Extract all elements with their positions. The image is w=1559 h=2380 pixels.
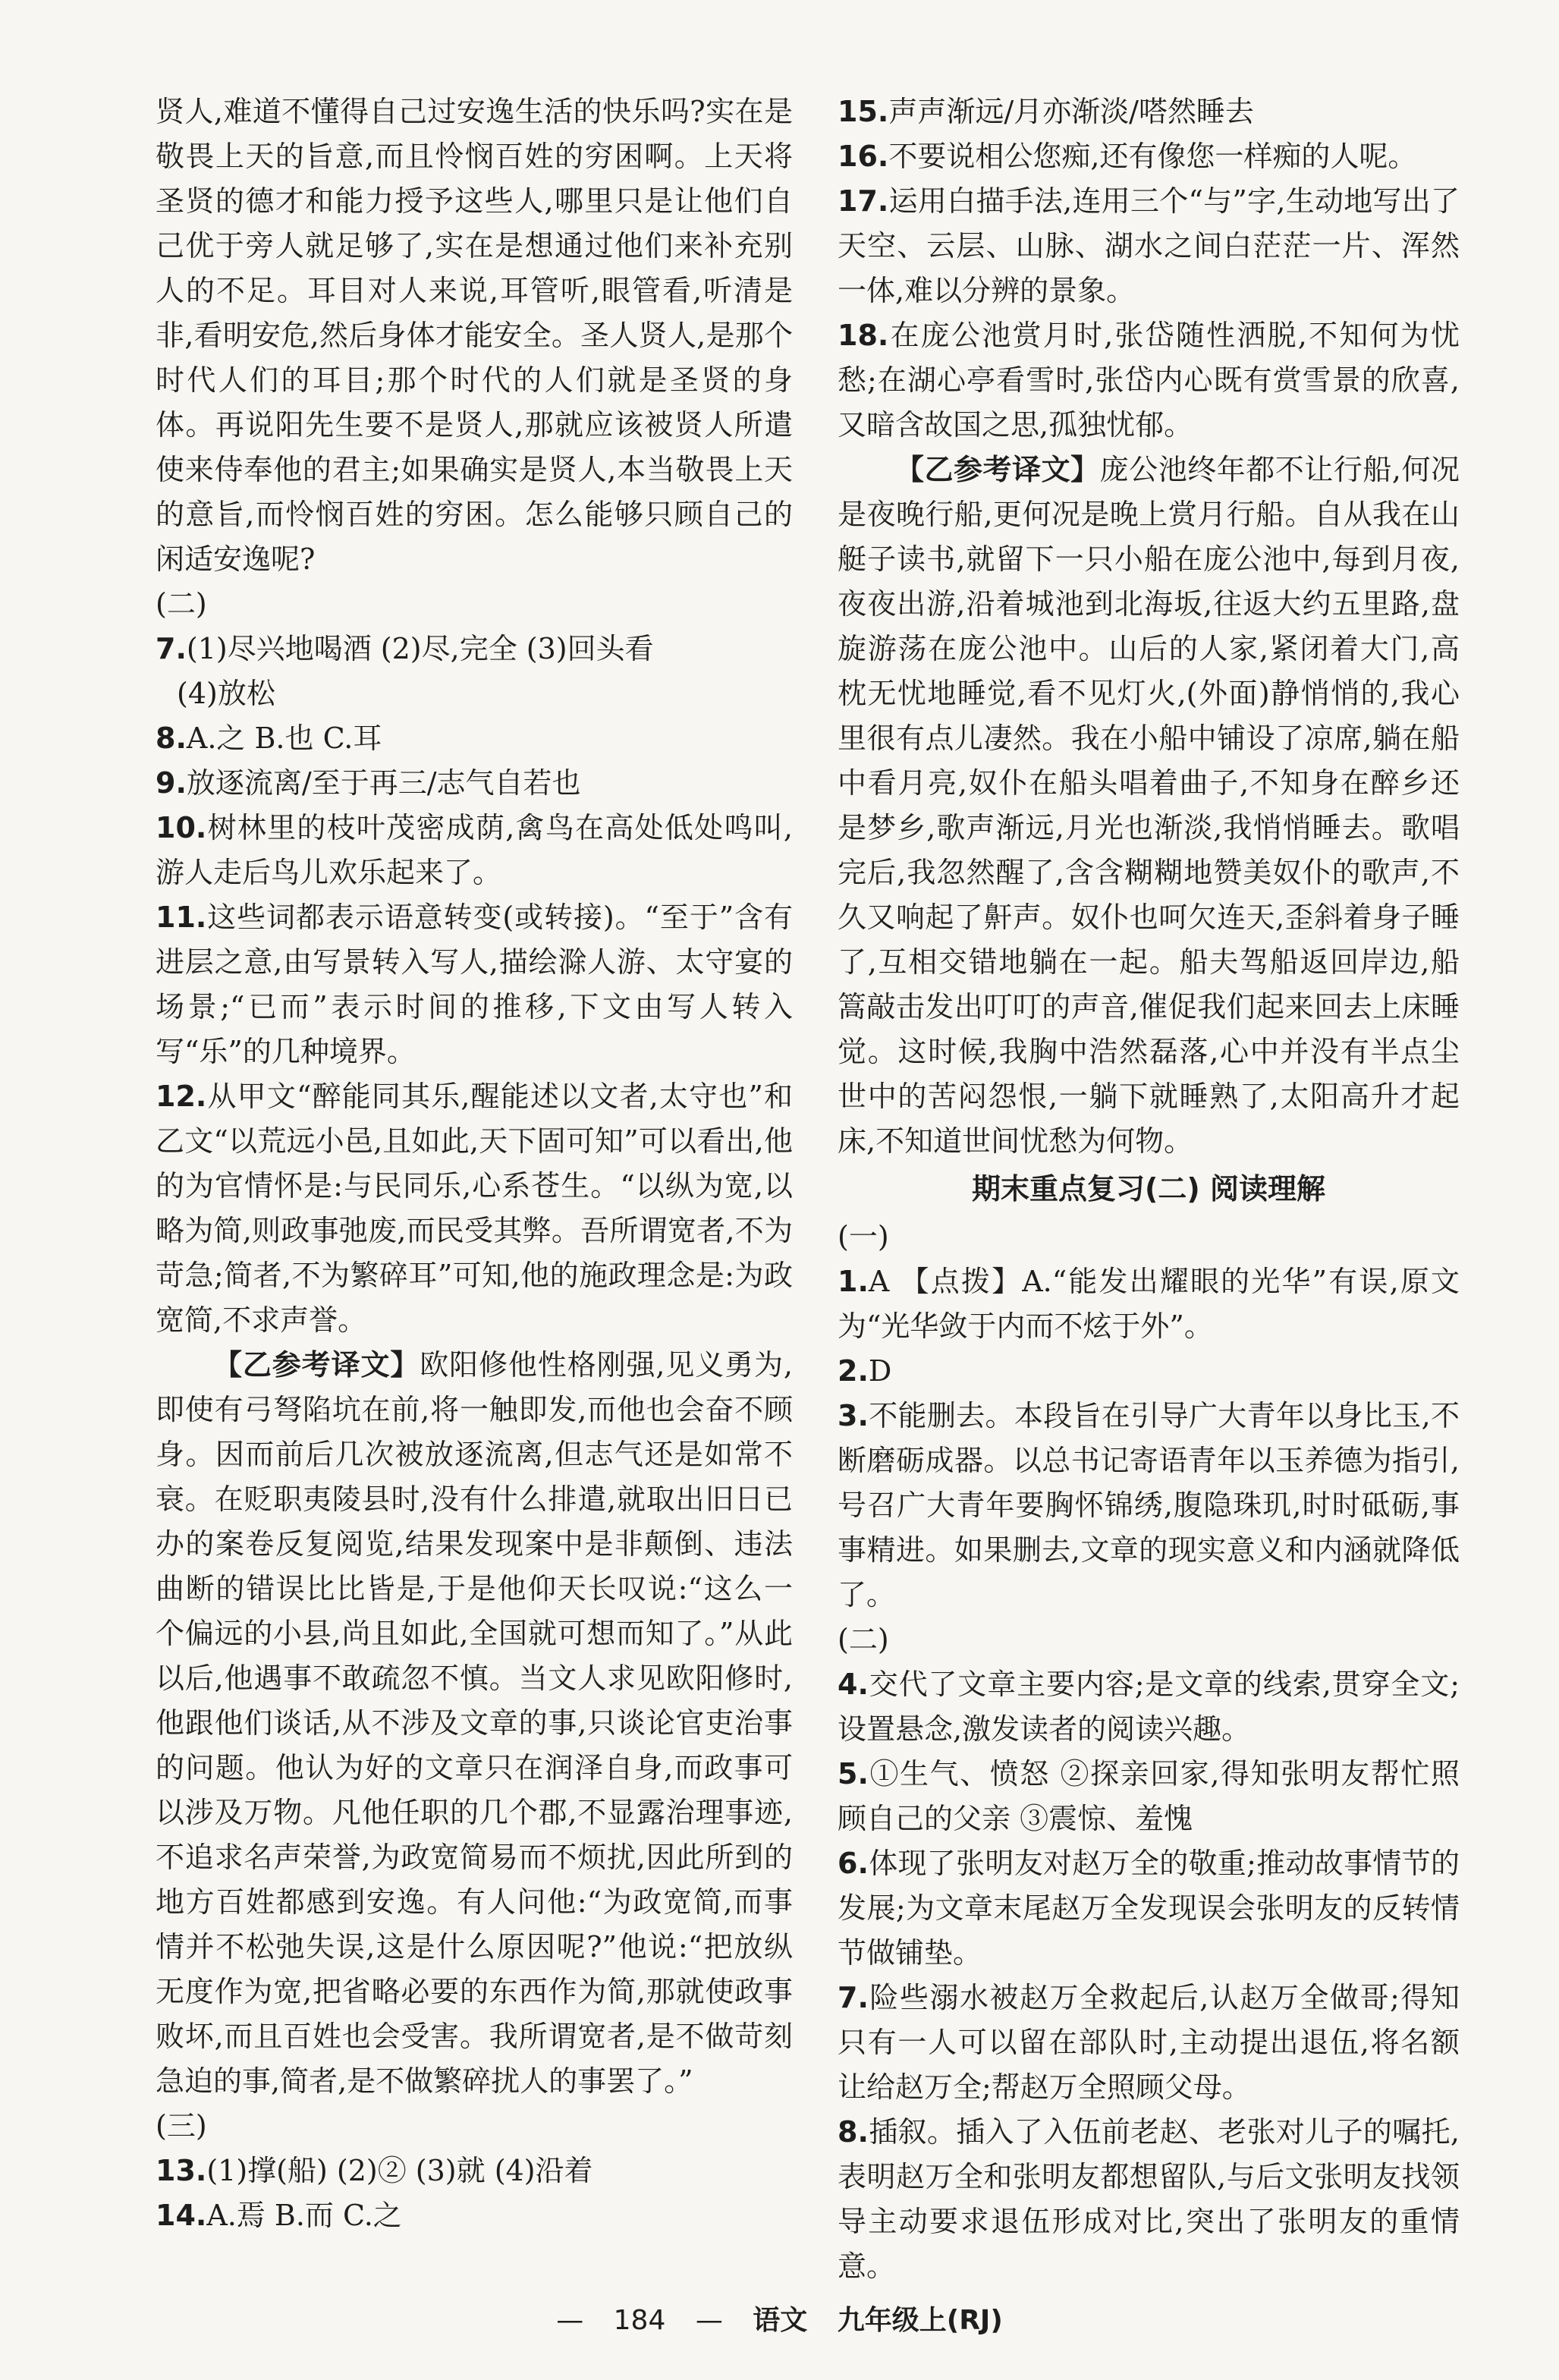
right-paragraph <box>838 2110 1460 2289</box>
page-number: 184 <box>613 2305 666 2336</box>
question-number: 8. <box>838 2115 869 2149</box>
question-number: 16. <box>838 140 889 173</box>
footer-dash-right: — <box>695 2305 723 2336</box>
paragraph-text: 贤人,难道不懂得自己过安逸生活的快乐吗?实在是敬畏上天的旨意,而且怜悯百姓的穷困啊。上天将圣贤的德才和能力授予这些人,哪里只是让他们自己优于旁人就足够了,实在是想通过他们来补充别人的不足。耳目对人来说,耳管听,眼管看,听清是非,看明安危,然后身体才能安全。圣人贤人,是那个时代人们的耳目;那个时代的人们就是圣贤的身体。再说阳先生要不是贤人,那就应该被贤人所遣使来侍奉他的君主;如果确实是贤人,本当敬畏上天的意旨,而怜悯百姓的穷困。怎么能够只顾自己的闲适安逸呢? <box>156 95 793 576</box>
left-paragraph <box>156 582 793 627</box>
right-paragraph <box>838 1662 1460 1752</box>
right-paragraph <box>838 448 1460 1164</box>
right-paragraph <box>838 90 1460 134</box>
left-paragraph <box>156 806 793 895</box>
right-paragraph <box>838 1394 1460 1618</box>
footer-dash-left: — <box>556 2305 584 2336</box>
question-number: 4. <box>838 1668 869 1701</box>
left-paragraph <box>156 2193 793 2238</box>
paragraph-text: 体现了张明友对赵万全的敬重;推动故事情节的发展;为文章末尾赵万全发现误会张明友的反转情节做铺垫。 <box>838 1847 1460 1970</box>
paragraph-text: D <box>868 1354 892 1388</box>
question-number: 17. <box>838 184 889 218</box>
paragraph-text: (1)尽兴地喝酒 (2)尽,完全 (3)回头看 <box>186 632 654 665</box>
right-paragraph <box>838 1618 1460 1662</box>
left-paragraph <box>156 716 793 761</box>
translation-tag: 【乙参考译文】 <box>213 1348 420 1382</box>
paragraph-text: 声声渐远/月亦渐淡/嗒然睡去 <box>888 95 1254 128</box>
paragraph-text: (二) <box>838 1623 889 1656</box>
paragraph-text: A.之 B.也 C.耳 <box>186 722 382 755</box>
right-paragraph <box>838 134 1460 179</box>
question-number: 10. <box>156 811 207 844</box>
question-number: 6. <box>838 1847 869 1880</box>
left-paragraph <box>156 895 793 1074</box>
left-paragraph <box>156 90 793 582</box>
question-number: 18. <box>838 319 889 352</box>
right-paragraph <box>838 1259 1460 1349</box>
right-paragraph <box>838 1167 1460 1212</box>
left-paragraph <box>156 627 793 671</box>
left-paragraph <box>156 2104 793 2149</box>
paragraph-text: 险些溺水被赵万全救起后,认赵万全做哥;得知只有一人可以留在部队时,主动提出退伍,将名额让给赵万全;帮赵万全照顾父母。 <box>838 1981 1460 2104</box>
question-number: 9. <box>156 766 187 800</box>
question-number: 7. <box>156 632 187 665</box>
paragraph-text: (一) <box>838 1220 889 1253</box>
right-paragraph <box>838 1752 1460 1841</box>
paragraph-text: A.焉 B.而 C.之 <box>206 2199 402 2232</box>
right-paragraph <box>838 1976 1460 2110</box>
left-paragraph <box>156 761 793 806</box>
paragraph-text: 在庞公池赏月时,张岱随性洒脱,不知何为忧愁;在湖心亭看雪时,张岱内心既有赏雪景的欣喜,又暗含故国之思,孤独忧郁。 <box>838 319 1460 442</box>
question-number: 2. <box>838 1354 869 1388</box>
paragraph-text: ①生气、愤怒 ②探亲回家,得知张明友帮忙照顾自己的父亲 ③震惊、羞愧 <box>838 1757 1460 1835</box>
right-paragraph <box>838 1841 1460 1976</box>
right-paragraph <box>838 313 1460 448</box>
paragraph-text: 树林里的枝叶茂密成荫,禽鸟在高处低处鸣叫,游人走后鸟儿欢乐起来了。 <box>156 811 793 889</box>
paragraph-text: 放逐流离/至于再三/志气自若也 <box>186 766 581 800</box>
right-paragraph <box>838 179 1460 313</box>
paragraph-text: (1)撑(船) (2)② (3)就 (4)沿着 <box>206 2154 593 2187</box>
question-number: 15. <box>838 95 889 128</box>
question-number: 1. <box>838 1265 869 1298</box>
paragraph-text: 不要说相公您痴,还有像您一样痴的人呢。 <box>888 140 1417 173</box>
left-paragraph <box>156 2149 793 2193</box>
grade-label: 九年级上(RJ) <box>837 2305 1003 2336</box>
paragraph-text: (二) <box>156 587 207 621</box>
right-column <box>838 90 1460 2289</box>
question-number: 12. <box>156 1080 207 1113</box>
paragraph-text: 期末重点复习(二) 阅读理解 <box>972 1172 1325 1206</box>
left-paragraph <box>156 671 793 716</box>
paragraph-text: A 【点拨】A.“能发出耀眼的光华”有误,原文为“光华敛于内而不炫于外”。 <box>838 1265 1460 1343</box>
paragraph-text: 插叙。插入了入伍前老赵、老张对儿子的嘱托,表明赵万全和张明友都想留队,与后文张明友找领导主动要求退伍形成对比,突出了张明友的重情意。 <box>838 2115 1460 2283</box>
question-number: 14. <box>156 2199 207 2232</box>
page-footer <box>0 2299 1559 2338</box>
left-column <box>156 90 793 2238</box>
question-number: 5. <box>838 1757 869 1791</box>
paragraph-text: 庞公池终年都不让行船,何况是夜晚行船,更何况是晚上赏月行船。自从我在山艇子读书,就留下一只小船在庞公池中,每到月夜,夜夜出游,沿着城池到北海坂,往返大约五里路,盘旋游荡在庞公池中。山后的人家,紧闭着大门,高枕无忧地睡觉,看不见灯火,(外面)静悄悄的,我心里很有点儿凄然。我在小船中铺设了凉席,躺在船中看月亮,奴仆在船头唱着曲子,不知身在醉乡还是梦乡,歌声渐远,月光也渐淡,我悄悄睡去。歌唱完后,我忽然醒了,含含糊糊地赞美奴仆的歌声,不久又响起了鼾声。奴仆也呵欠连天,歪斜着身子睡了,互相交错地躺在一起。船夫驾船返回岸边,船篙敲击发出叮叮的声音,催促我们起来回去上床睡觉。这时候,我胸中浩然磊落,心中并没有半点尘世中的苦闷怨恨,一躺下就睡熟了,太阳高升才起床,不知道世间忧愁为何物。 <box>838 453 1460 1158</box>
paragraph-text: 欧阳修他性格刚强,见义勇为,即使有弓弩陷坑在前,将一触即发,而他也会奋不顾身。因而前后几次被放逐流离,但志气还是如常不衰。在贬职夷陵县时,没有什么排遣,就取出旧日已办的案卷反复阅览,结果发现案中是非颠倒、违法曲断的错误比比皆是,于是他仰天长叹说:“这么一个偏远的小县,尚且如此,全国就可想而知了。”从此以后,他遇事不敢疏忽不慎。当文人求见欧阳修时,他跟他们谈话,从不涉及文章的事,只谈论官吏治事的问题。他认为好的文章只在润泽自身,而政事可以涉及万物。凡他任职的几个郡,不显露治理事迹,不追求名声荣誉,为政宽简易而不烦扰,因此所到的地方百姓都感到安逸。有人问他:“为政宽简,而事情并不松弛失误,这是什么原因呢?”他说:“把放纵无度作为宽,把省略必要的东西作为简,那就使政事败坏,而且百姓也会受害。我所谓宽者,是不做苛刻急迫的事,简者,是不做繁碎扰人的事罢了。” <box>156 1348 793 2098</box>
question-number: 3. <box>838 1399 869 1432</box>
paragraph-text: 从甲文“醉能同其乐,醒能述以文者,太守也”和乙文“以荒远小邑,且如此,天下固可知”可以看出,他的为官情怀是:与民同乐,心系苍生。“以纵为宽,以略为简,则政事弛废,而民受其弊。吾所谓宽者,不为苛急;简者,不为繁碎耳”可知,他的施政理念是:为政宽简,不求声誉。 <box>156 1080 793 1337</box>
question-number: 11. <box>156 901 207 934</box>
paragraph-text: 运用白描手法,连用三个“与”字,生动地写出了天空、云层、山脉、湖水之间白茫茫一片、浑然一体,难以分辨的景象。 <box>838 184 1460 307</box>
right-paragraph <box>838 1215 1460 1259</box>
question-number: 13. <box>156 2154 207 2187</box>
paragraph-text: 交代了文章主要内容;是文章的线索,贯穿全文;设置悬念,激发读者的阅读兴趣。 <box>838 1668 1460 1746</box>
left-paragraph <box>156 1074 793 1343</box>
paragraph-text: 这些词都表示语意转变(或转接)。“至于”含有进层之意,由写景转入写人,描绘滁人游、太守宴的场景;“已而”表示时间的推移,下文由写人转入写“乐”的几种境界。 <box>156 901 793 1068</box>
question-number: 8. <box>156 722 187 755</box>
right-paragraph <box>838 1349 1460 1394</box>
subject-label: 语文 <box>753 2305 808 2336</box>
paragraph-text: (三) <box>156 2109 207 2143</box>
paragraph-text: (4)放松 <box>177 677 275 710</box>
paragraph-text: 不能删去。本段旨在引导广大青年以身比玉,不断磨砺成器。以总书记寄语青年以玉养德为指引,号召广大青年要胸怀锦绣,腹隐珠玑,时时砥砺,事事精进。如果删去,文章的现实意义和内涵就降低了。 <box>838 1399 1460 1611</box>
left-paragraph <box>156 1343 793 2104</box>
translation-tag: 【乙参考译文】 <box>895 453 1100 486</box>
question-number: 7. <box>838 1981 869 2014</box>
